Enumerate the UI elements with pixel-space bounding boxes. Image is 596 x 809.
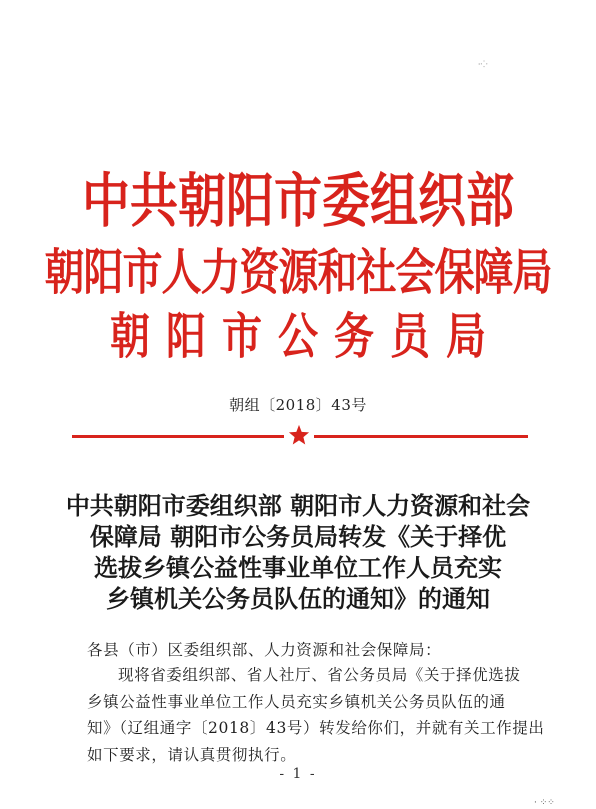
red-rule-left xyxy=(72,435,284,438)
document-title-line-2: 保障局 朝阳市公务员局转发《关于择优 xyxy=(89,523,507,551)
body-line-2: 乡镇公益性事业单位工作人员充实乡镇机关公务员队伍的通 xyxy=(87,693,506,711)
document-title-line-1: 中共朝阳市委组织部 朝阳市人力资源和社会 xyxy=(65,492,531,520)
red-rule-right xyxy=(314,435,528,438)
page-number: - 1 - xyxy=(279,766,317,782)
body-line-1: 现将省委组织部、省人社厅、省公务员局《关于择优选拔 xyxy=(118,666,521,684)
body-line-4: 如下要求，请认真贯彻执行。 xyxy=(87,746,297,764)
issuer-line-3: 朝阳市公务员局 xyxy=(110,308,502,366)
issuer-line-1: 中共朝阳市委组织部 xyxy=(81,167,514,236)
document-title-line-4: 乡镇机关公务员队伍的通知》的通知 xyxy=(106,585,490,613)
document-number: 朝组〔2018〕43号 xyxy=(229,396,367,414)
body-line-3: 知》（辽组通字〔2018〕43号）转发给你们，并就有关工作提出 xyxy=(87,719,545,737)
issuer-line-2: 朝阳市人力资源和社会保障局 xyxy=(44,244,552,302)
corner-mark: · ⁘⁘ xyxy=(534,798,555,808)
star-icon xyxy=(288,424,310,446)
scan-speck: ⸱⁘ xyxy=(478,60,488,70)
document-title-line-3: 选拔乡镇公益性事业单位工作人员充实 xyxy=(94,554,502,582)
salutation: 各县（市）区委组织部、人力资源和社会保障局： xyxy=(87,641,442,659)
